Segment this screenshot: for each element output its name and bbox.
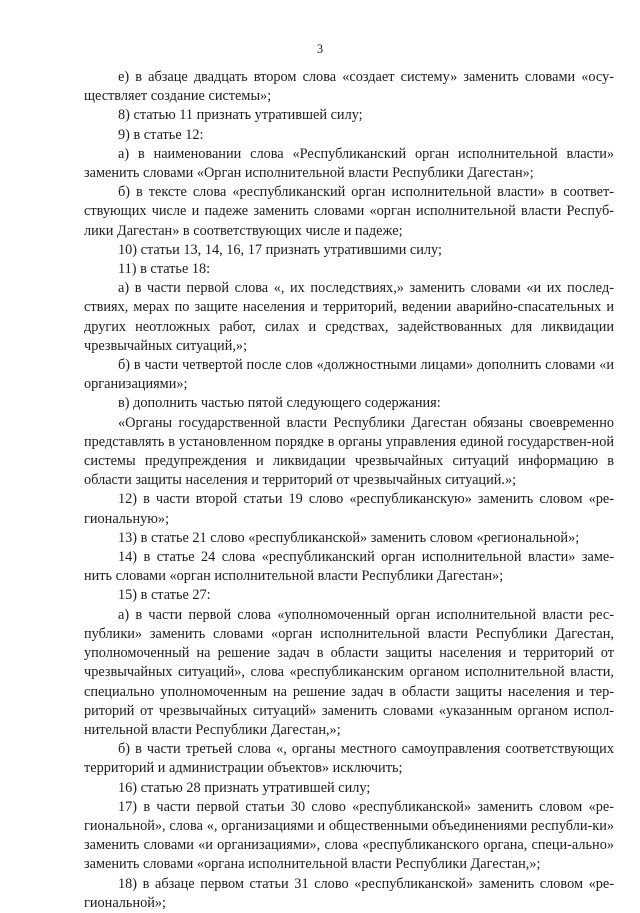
paragraph: б) в части третьей слова «, органы местного самоуправления соответствующих территорий и администрации объектов» исключить; bbox=[84, 741, 614, 777]
paragraph: 12) в части второй статьи 19 слово «республиканскую» заменить словом «ре-гиональную»; bbox=[84, 491, 614, 527]
paragraph: 16) статью 28 признать утратившей силу; bbox=[118, 779, 371, 796]
paragraph: е) в абзаце двадцать втором слова «создает систему» заменить словами «осу-ществляет создание системы»; bbox=[84, 69, 614, 105]
paragraph: а) в наименовании слова «Республиканский орган исполнительной власти» заменить словами «Орган исполнительной власти Республики Дагестан»; bbox=[84, 145, 614, 182]
paragraph: б) в тексте слова «республиканский орган исполнительной власти» в соответ-ствующих числе и падеже заменить словами «орган исполнительной власти Респуб-лики Дагестан» в соответствующих числе и падеже; bbox=[84, 184, 614, 239]
paragraph: в) дополнить частью пятой следующего содержания: bbox=[118, 395, 441, 412]
paragraph: 14) в статье 24 слова «республиканский орган исполнительной власти» заме-нить словами «орган исполнительной власти Республики Дагестан»; bbox=[84, 549, 614, 585]
document-body bbox=[84, 68, 614, 913]
paragraph: 8) статью 11 признать утратившей силу; bbox=[118, 107, 363, 124]
paragraph: 15) в статье 27: bbox=[118, 587, 211, 604]
paragraph: 13) в статье 21 слово «республиканской» заменить словом «региональной»; bbox=[118, 529, 580, 546]
page-number: 3 bbox=[316, 42, 324, 56]
paragraph: 9) в статье 12: bbox=[118, 126, 204, 143]
paragraph: 17) в части первой статьи 30 слово «республиканской» заменить словом «ре-гиональной», слова «, организациями и общественными объединениями республи-ки» заменить словами «и организациями», слова «республиканского органа, специ-ально» заменить словами «органа исполнительной власти Республики Дагестан,»; bbox=[84, 798, 614, 873]
paragraph: б) в части четвертой после слов «должностными лицами» дополнить словами «и организациями»; bbox=[84, 357, 614, 393]
paragraph: «Органы государственной власти Республики Дагестан обязаны своевременно представлять в установленном порядке в органы управления единой государствен-ной системы предупреждения и ликвидации чрезвычайных ситуаций информацию в области защиты населения и территорий от чрезвычайных ситуаций.»; bbox=[84, 414, 614, 489]
paragraph: а) в части первой слова «уполномоченный орган исполнительной власти рес-публики» заменить словами «орган исполнительной власти Республики Дагестан, уполномоченный на решение задач в области защиты населения и территорий от чрезвычайных ситуаций», слова «республиканским органом исполнительной власти, специально уполномоченным на решение задач в области защиты населения и тер-риторий от чрезвычайных ситуаций» заменить словами «указанным органом испол-нительной власти Республики Дагестан,»; bbox=[84, 606, 614, 738]
paragraph: 18) в абзаце первом статьи 31 слово «республиканской» заменить словом «ре-гиональной»; bbox=[84, 875, 614, 911]
paragraph: 11) в статье 18: bbox=[118, 261, 211, 278]
paragraph: а) в части первой слова «, их последствиях,» заменить словами «и их послед-ствиях, мерах по защите населения и территорий, ведении аварийно-спасательных и других неотложных работ, силах и средствах, задействованных для ликвидации чрезвычайных ситуаций,»; bbox=[84, 280, 614, 354]
paragraph: 10) статьи 13, 14, 16, 17 признать утратившими силу; bbox=[118, 241, 442, 258]
